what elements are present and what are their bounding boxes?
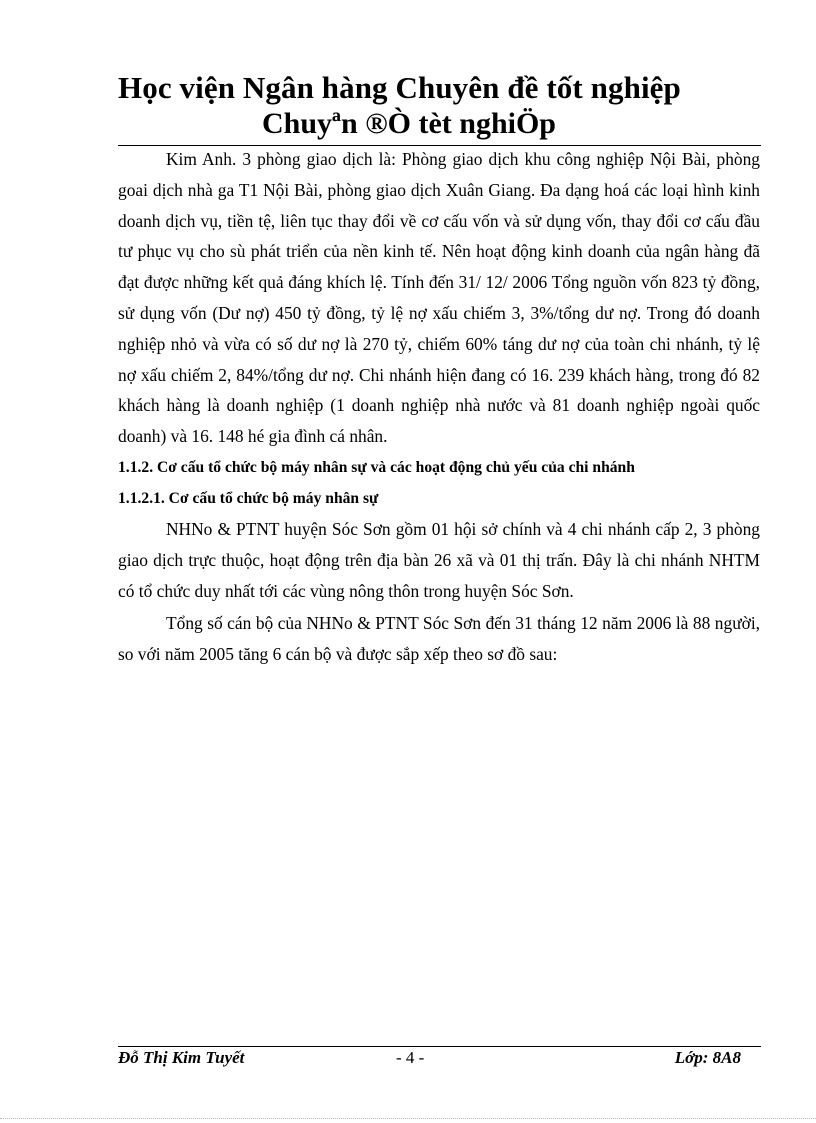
paragraph-staff: Tổng số cán bộ của NHNo & PTNT Sóc Sơn đến 31 tháng 12 năm 2006 là 88 người, so với năm 2005 tăng 6 cán bộ và được sắp xếp theo sơ đồ sau: [118, 613, 760, 665]
header-title: Học viện Ngân hàng Chuyên đề tốt nghiệp [118, 70, 681, 105]
subsection-heading: 1.1.2.1. Cơ cấu tổ chức bộ máy nhân sự [118, 489, 379, 507]
document-body [118, 144, 760, 670]
footer-page-number: - 4 - [396, 1048, 425, 1067]
page-edge [0, 1118, 816, 1119]
footer-divider [118, 1046, 761, 1047]
footer-class-label: Lớp: 8A8 [674, 1048, 741, 1067]
header-subtitle: Chuyªn ®Ò tèt nghiÖp [262, 107, 556, 140]
paragraph-branches: NHNo & PTNT huyện Sóc Sơn gồm 01 hội sở chính và 4 chi nhánh cấp 2, 3 phòng giao dịch trực thuộc, hoạt động trên địa bàn 26 xã và 01 thị trấn. Đây là chi nhánh NHTM có tổ chức duy nhất tới các vùng nông thôn trong huyện Sóc Sơn. [118, 518, 760, 601]
section-heading: 1.1.2. Cơ cấu tổ chức bộ máy nhân sự và các hoạt động chủ yếu của chi nhánh [118, 458, 635, 476]
intro-paragraph: Kim Anh. 3 phòng giao dịch là: Phòng giao dịch khu công nghiệp Nội Bài, phòng goai dịch nhà ga T1 Nội Bài, phòng giao dịch Xuân Giang. Đa dạng hoá các loại hình kinh doanh dịch vụ, tiền tệ, liên tục thay đổi về cơ cấu vốn và sử dụng vốn, thay đổi cơ cấu đầu tư phục vụ cho sù phát triển của nền kinh tế. Nên hoạt động kinh doanh của ngân hàng đã đạt được những kết quả đáng khích lệ. Tính đến 31/ 12/ 2006 Tổng nguồn vốn 823 tỷ đồng, sử dụng vốn (Dư nợ) 450 tỷ đồng, tỷ lệ nợ xấu chiếm 3, 3%/tổng dư nợ. Trong đó doanh nghiệp nhỏ và vừa có số dư nợ là 270 tỷ, chiếm 60% táng dư nợ của toàn chi nhánh, tỷ lệ nợ xấu chiếm 2, 84%/tổng dư nợ. Chi nhánh hiện đang có 16. 239 khách hàng, trong đó 82 khách hàng là doanh nghiệp (1 doanh nghiệp nhà nước và 81 doanh nghiệp ngoài quốc doanh) và 16. 148 hé gia đình cá nhân. [118, 149, 760, 447]
page-footer [118, 1048, 761, 1072]
footer-author: Đỗ Thị Kim Tuyết [118, 1048, 245, 1067]
